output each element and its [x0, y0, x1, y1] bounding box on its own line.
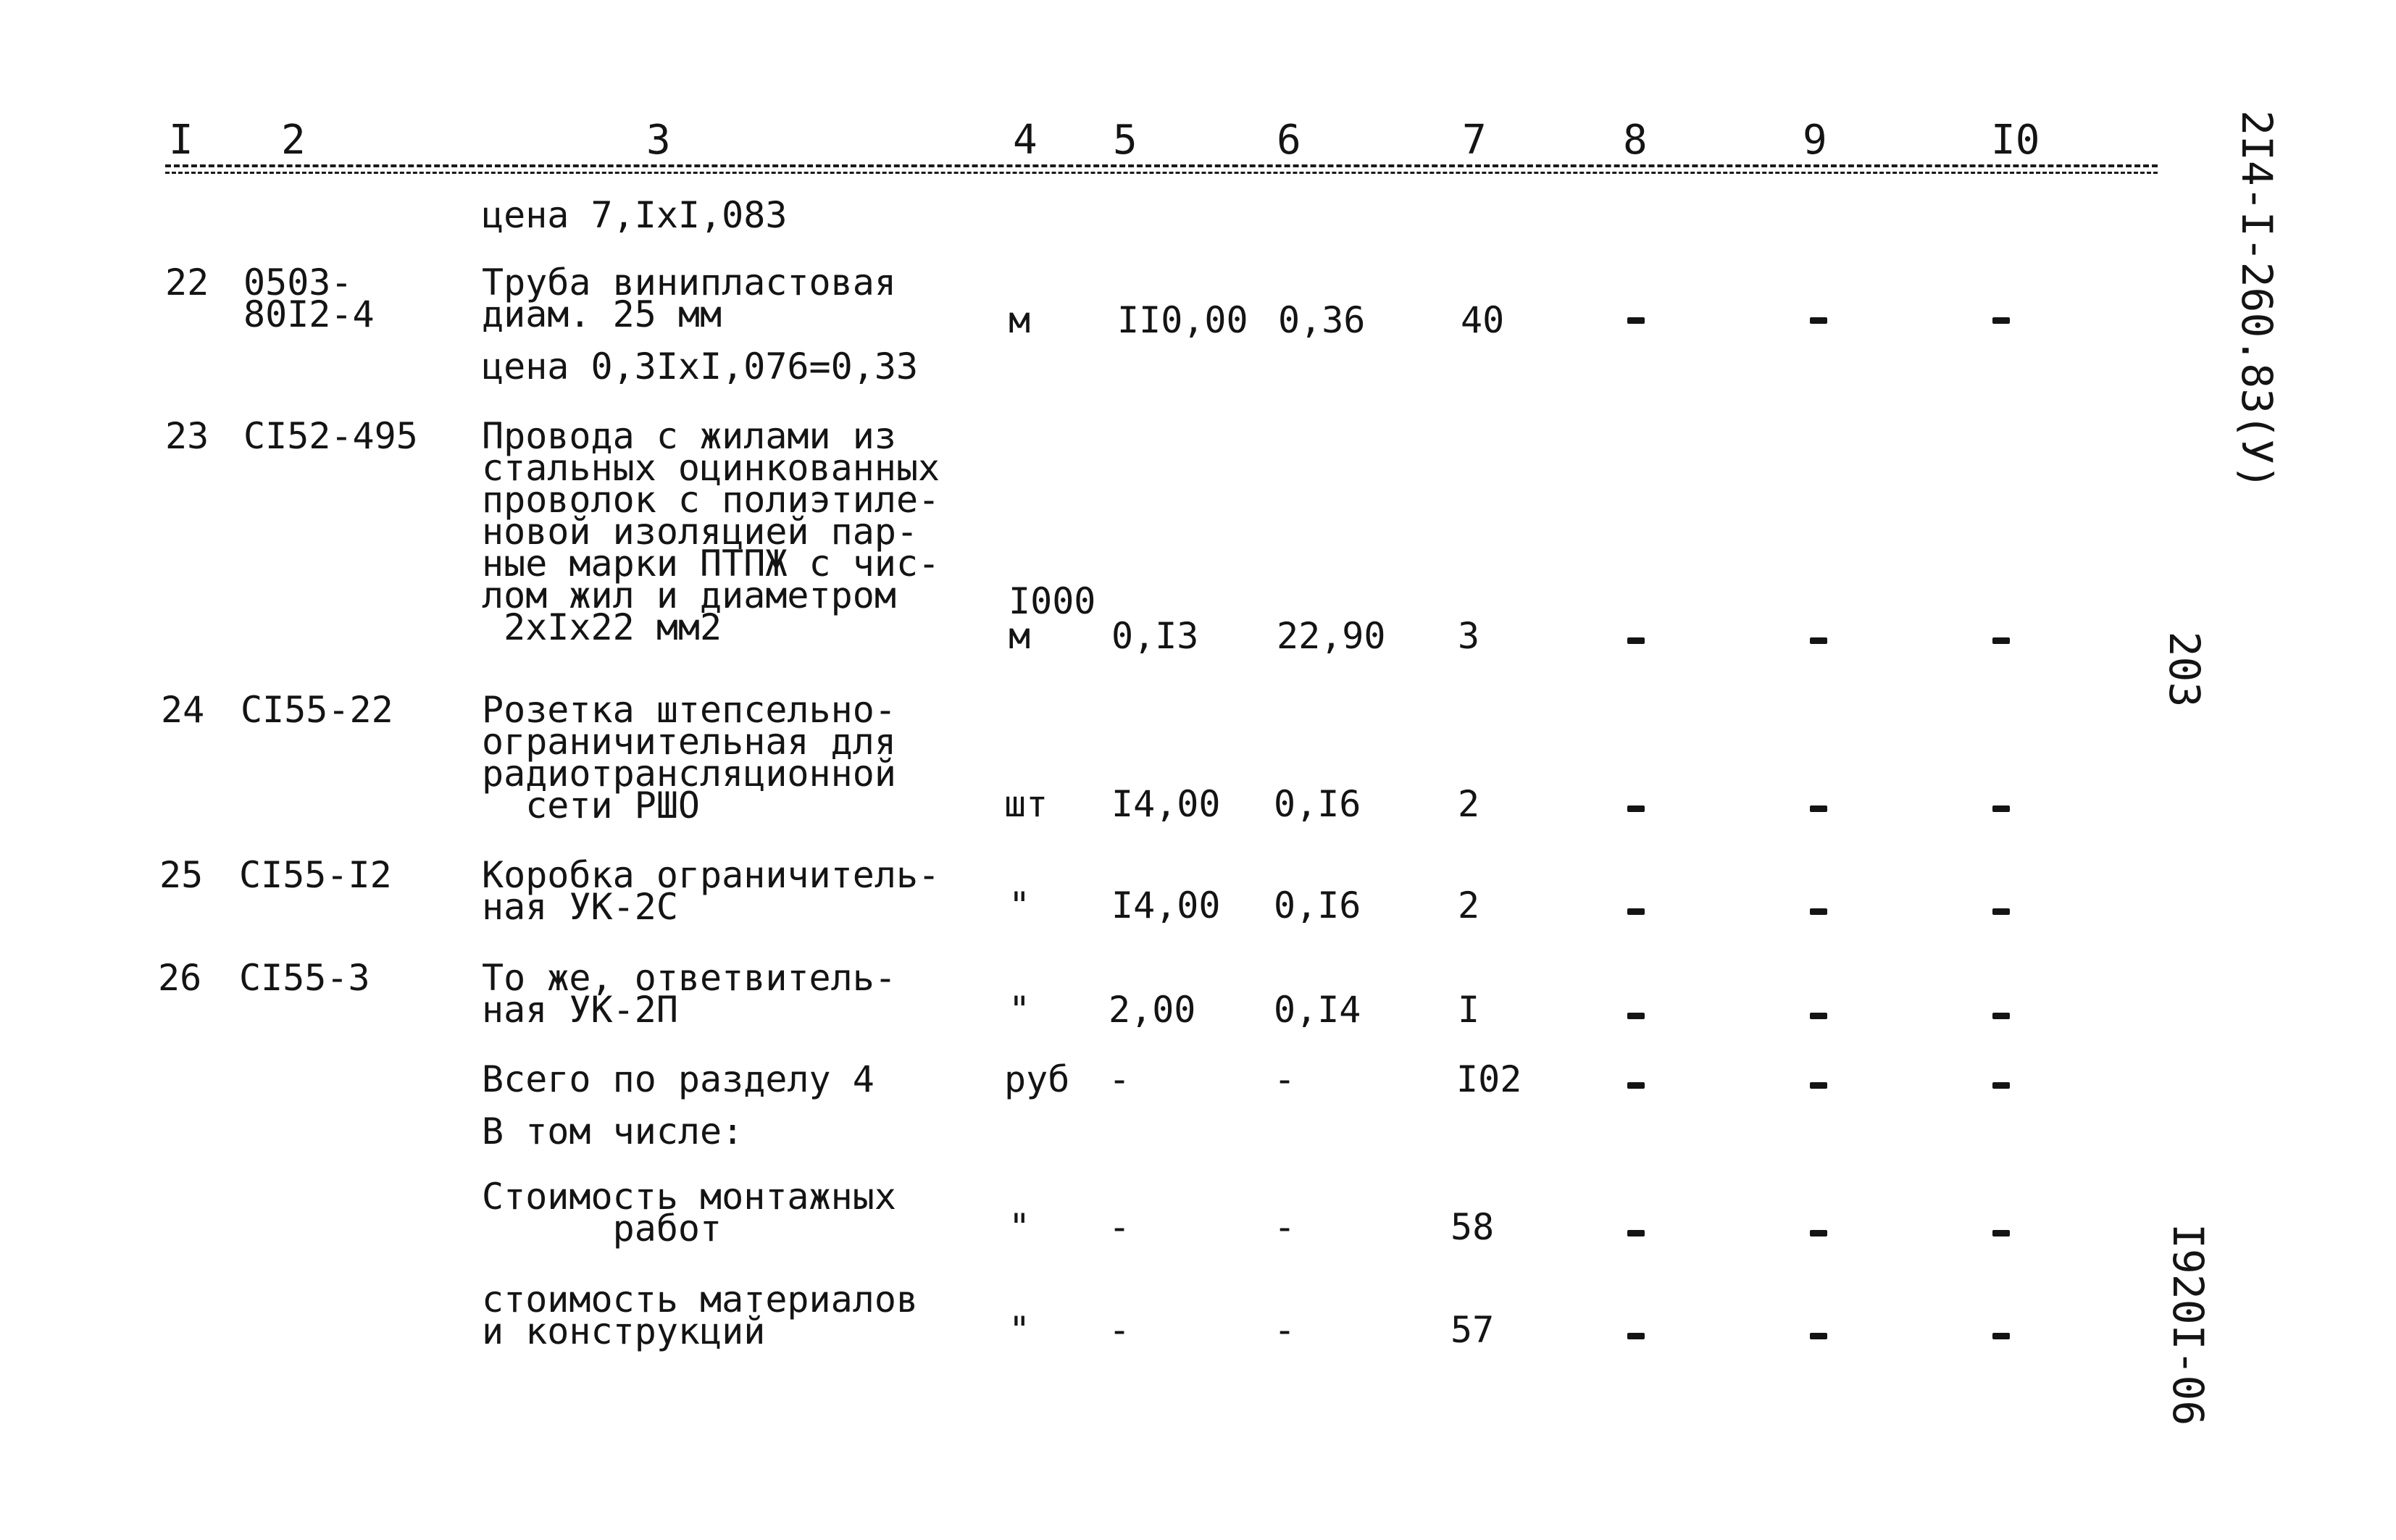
item-col10-dash [1992, 1013, 2010, 1019]
item-quantity: 0,I3 [1111, 615, 1199, 657]
item-col8-dash [1627, 908, 1645, 915]
item-name-line: цена 7,IxI,083 [482, 194, 788, 236]
item-col8-dash [1627, 1013, 1645, 1019]
item-unit: " [1009, 989, 1031, 1031]
header-rule [165, 164, 2158, 174]
item-quantity: II0,00 [1117, 299, 1248, 341]
item-col9-dash [1810, 1013, 1827, 1019]
item-col9-dash [1810, 317, 1827, 324]
item-col8-dash [1627, 637, 1645, 644]
item-name-line: Провода с жилами из [482, 415, 896, 457]
document-code: 2I4-I-260.83(У) [2232, 110, 2282, 490]
item-code-line: CI55-3 [239, 957, 370, 999]
item-unit: " [1009, 1309, 1031, 1351]
item-price: 0,I6 [1274, 783, 1361, 825]
item-unit: I000 [1009, 580, 1096, 622]
item-total: 3 [1458, 615, 1480, 657]
item-price: - [1274, 1206, 1296, 1248]
item-name-line: стоимость материалов [482, 1279, 919, 1321]
item-name-line: новой изоляцией пар- [482, 511, 919, 553]
item-name-line: Розетка штепсельно- [482, 689, 896, 731]
item-name-line: радиотрансляционной [482, 753, 896, 795]
col-header-2: 2 [281, 117, 306, 164]
item-quantity: - [1109, 1058, 1131, 1100]
col-header-4: 4 [1013, 117, 1038, 164]
item-number: 22 [165, 261, 209, 304]
item-code-line: 80I2-4 [243, 293, 375, 335]
item-col8-dash [1627, 805, 1645, 812]
item-name-line: То же, ответвитель- [482, 957, 896, 999]
item-col9-dash [1810, 1333, 1827, 1339]
item-code-line: CI55-22 [241, 689, 393, 731]
item-unit: руб [1004, 1058, 1070, 1100]
col-header-8: 8 [1623, 117, 1648, 164]
item-col8-dash [1627, 1082, 1645, 1089]
col-header-6: 6 [1277, 117, 1301, 164]
col-header-3: 3 [646, 117, 671, 164]
item-total: 40 [1461, 299, 1505, 341]
item-name-line: диам. 25 мм [482, 293, 722, 335]
item-col10-dash [1992, 908, 2010, 915]
item-price: 0,I4 [1274, 989, 1361, 1031]
item-col10-dash [1992, 1082, 2010, 1089]
item-name-line: цена 0,3IxI,076=0,33 [482, 346, 919, 388]
item-name-line: ные марки ПТПЖ с чис- [482, 543, 940, 585]
item-name-line: 2xIx22 мм2 [482, 606, 722, 648]
item-col10-dash [1992, 317, 2010, 324]
col-header-9: 9 [1803, 117, 1827, 164]
item-price: 0,36 [1278, 299, 1366, 341]
item-quantity: - [1109, 1206, 1131, 1248]
item-col8-dash [1627, 317, 1645, 324]
col-header-1: I [169, 117, 193, 164]
item-number: 25 [159, 854, 204, 896]
item-quantity: - [1109, 1309, 1131, 1351]
item-number: 24 [161, 689, 205, 731]
page-number: 203 [2160, 631, 2209, 708]
item-unit: м [1009, 615, 1031, 657]
item-name-line: лом жил и диаметром [482, 574, 896, 616]
col-header-7: 7 [1462, 117, 1487, 164]
item-name-line: стальных оцинкованных [482, 447, 940, 489]
item-name-line: В том числе: [482, 1110, 744, 1152]
item-price: - [1274, 1058, 1296, 1100]
item-col10-dash [1992, 1333, 2010, 1339]
item-name-line: ограничительная для [482, 721, 896, 763]
item-name-line: ная УК-2С [482, 886, 678, 928]
item-name-line: ная УК-2П [482, 989, 678, 1031]
item-name-line: проволок с полиэтиле- [482, 479, 940, 521]
item-price: 0,I6 [1274, 884, 1361, 926]
archive-number: I920I-06 [2163, 1223, 2213, 1426]
item-name-line: и конструкций [482, 1310, 766, 1352]
item-price: 22,90 [1277, 615, 1386, 657]
item-name-line: Стоимость монтажных [482, 1176, 896, 1218]
item-name-line: работ [482, 1208, 722, 1250]
item-col9-dash [1810, 1082, 1827, 1089]
item-unit: " [1009, 1206, 1031, 1248]
item-total: 2 [1458, 884, 1480, 926]
item-quantity: I4,00 [1111, 783, 1221, 825]
item-unit: м [1009, 299, 1031, 341]
item-total: I02 [1456, 1058, 1522, 1100]
item-price: - [1274, 1309, 1296, 1351]
item-total: 2 [1458, 783, 1480, 825]
item-col9-dash [1810, 1230, 1827, 1236]
item-number: 26 [158, 957, 202, 999]
item-col10-dash [1992, 1230, 2010, 1236]
item-unit: шт [1004, 783, 1048, 825]
item-code-line: CI52-495 [243, 415, 418, 457]
item-unit: " [1009, 884, 1031, 926]
item-total: 57 [1450, 1309, 1495, 1351]
item-name-line: сети РШО [482, 784, 701, 827]
item-quantity: 2,00 [1109, 989, 1196, 1031]
col-header-10: I0 [1991, 117, 2040, 164]
item-name-line: Всего по разделу 4 [482, 1058, 875, 1100]
item-col8-dash [1627, 1333, 1645, 1339]
item-name-line: Коробка ограничитель- [482, 854, 940, 896]
item-total: 58 [1450, 1206, 1495, 1248]
item-code-line: CI55-I2 [239, 854, 392, 896]
item-col9-dash [1810, 908, 1827, 915]
item-col9-dash [1810, 637, 1827, 644]
item-col10-dash [1992, 805, 2010, 812]
item-number: 23 [165, 415, 209, 457]
item-name-line: Труба винипластовая [482, 261, 896, 304]
item-total: I [1458, 989, 1480, 1031]
item-quantity: I4,00 [1111, 884, 1221, 926]
col-header-5: 5 [1113, 117, 1138, 164]
item-col8-dash [1627, 1230, 1645, 1236]
item-col10-dash [1992, 637, 2010, 644]
item-col9-dash [1810, 805, 1827, 812]
item-code-line: 0503- [243, 261, 353, 304]
